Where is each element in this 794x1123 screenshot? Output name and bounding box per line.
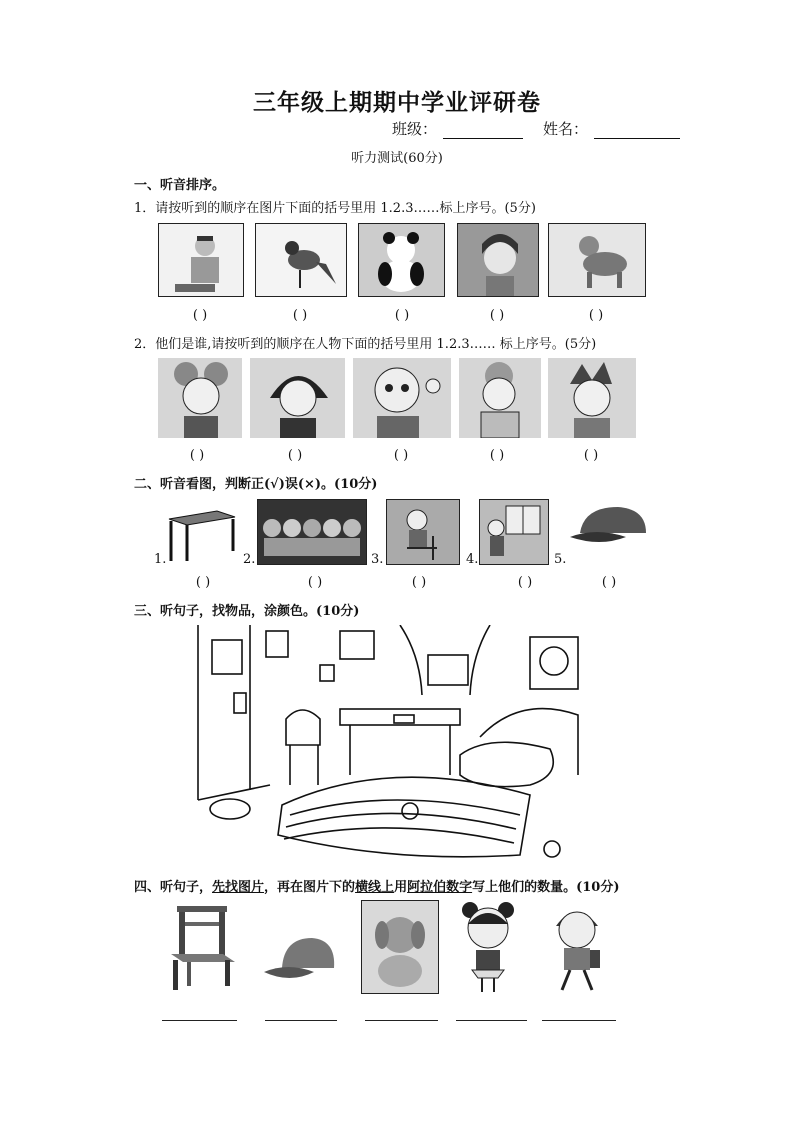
chair-icon bbox=[163, 902, 241, 990]
answer-paren[interactable]: ( ) bbox=[192, 308, 208, 323]
answer-line[interactable] bbox=[265, 1019, 337, 1021]
answer-paren[interactable]: ( ) bbox=[195, 575, 211, 590]
answer-paren[interactable]: ( ) bbox=[411, 575, 427, 590]
section-4-suffix: 写上他们的数量。(10分) bbox=[472, 880, 620, 895]
table-icon bbox=[165, 505, 237, 563]
listening-subtitle: 听力测试(60分) bbox=[351, 151, 443, 166]
cartoon-grandma-icon bbox=[459, 358, 541, 438]
name-label: 姓名： bbox=[543, 120, 589, 138]
answer-paren[interactable]: ( ) bbox=[393, 448, 409, 463]
section-2-heading: 二、听音看图，判断正(√)误(×)。(10分) bbox=[134, 477, 378, 492]
boy-by-window-icon bbox=[479, 499, 549, 565]
answer-paren[interactable]: ( ) bbox=[489, 308, 505, 323]
section-4-mid-2: 用 bbox=[394, 880, 408, 895]
girl-photo-icon bbox=[457, 223, 539, 297]
boy-on-chair-icon bbox=[386, 499, 460, 565]
answer-paren[interactable]: ( ) bbox=[517, 575, 533, 590]
class-label: 班级： bbox=[392, 120, 438, 138]
item-number: 1. bbox=[154, 552, 167, 567]
section-4-underline-2: 横线上 bbox=[355, 880, 395, 895]
section-3-heading: 三、听句子，找物品，涂颜色。(10分) bbox=[134, 604, 360, 619]
kittens-photo-icon bbox=[257, 499, 367, 565]
answer-paren[interactable]: ( ) bbox=[601, 575, 617, 590]
section-1-heading: 一、听音排序。 bbox=[134, 178, 226, 193]
cartoon-kid-icon bbox=[548, 358, 636, 438]
section-4-underline-3: 阿拉伯数字 bbox=[407, 880, 473, 895]
answer-line[interactable] bbox=[456, 1019, 527, 1021]
cartoon-boy-icon bbox=[250, 358, 345, 438]
bedroom-scene-illustration[interactable] bbox=[190, 625, 598, 863]
section-4-prefix: 四、听句子， bbox=[134, 880, 213, 895]
class-blank[interactable] bbox=[443, 122, 523, 139]
boy-reading-photo-icon bbox=[158, 223, 244, 297]
section-1-q1: 1．请按听到的顺序在图片下面的括号里用 1.2.3……标上序号。(5分) bbox=[134, 201, 536, 216]
answer-paren[interactable]: ( ) bbox=[307, 575, 323, 590]
answer-paren[interactable]: ( ) bbox=[588, 308, 604, 323]
answer-paren[interactable]: ( ) bbox=[189, 448, 205, 463]
item-number: 5. bbox=[554, 552, 567, 567]
puppy-photo-icon bbox=[361, 900, 439, 994]
boy-icon bbox=[540, 898, 614, 994]
answer-line[interactable] bbox=[365, 1019, 438, 1021]
answer-line[interactable] bbox=[542, 1019, 616, 1021]
cap-icon bbox=[566, 503, 654, 549]
dog-photo-icon bbox=[548, 223, 646, 297]
page-title: 三年级上期期中学业评研卷 bbox=[253, 89, 541, 116]
item-number: 4. bbox=[466, 552, 479, 567]
name-blank[interactable] bbox=[594, 122, 680, 139]
answer-paren[interactable]: ( ) bbox=[287, 448, 303, 463]
bird-photo-icon bbox=[255, 223, 347, 297]
answer-paren[interactable]: ( ) bbox=[489, 448, 505, 463]
panda-photo-icon bbox=[358, 223, 445, 297]
cartoon-grandpa-icon bbox=[353, 358, 451, 438]
girl-icon bbox=[452, 898, 524, 994]
answer-paren[interactable]: ( ) bbox=[292, 308, 308, 323]
section-1-q2: 2．他们是谁,请按听到的顺序在人物下面的括号里用 1.2.3…… 标上序号。(5分) bbox=[134, 337, 597, 352]
section-4-mid-1: ，再在图片下的 bbox=[264, 880, 356, 895]
item-number: 2. bbox=[243, 552, 256, 567]
answer-paren[interactable]: ( ) bbox=[394, 308, 410, 323]
section-4-underline-1: 先找图片 bbox=[212, 880, 265, 895]
cap-icon bbox=[262, 932, 340, 986]
answer-line[interactable] bbox=[162, 1019, 237, 1021]
section-4-heading bbox=[134, 876, 620, 895]
item-number: 3. bbox=[371, 552, 384, 567]
answer-paren[interactable]: ( ) bbox=[583, 448, 599, 463]
student-info bbox=[392, 118, 680, 139]
cartoon-girl-icon bbox=[158, 358, 242, 438]
